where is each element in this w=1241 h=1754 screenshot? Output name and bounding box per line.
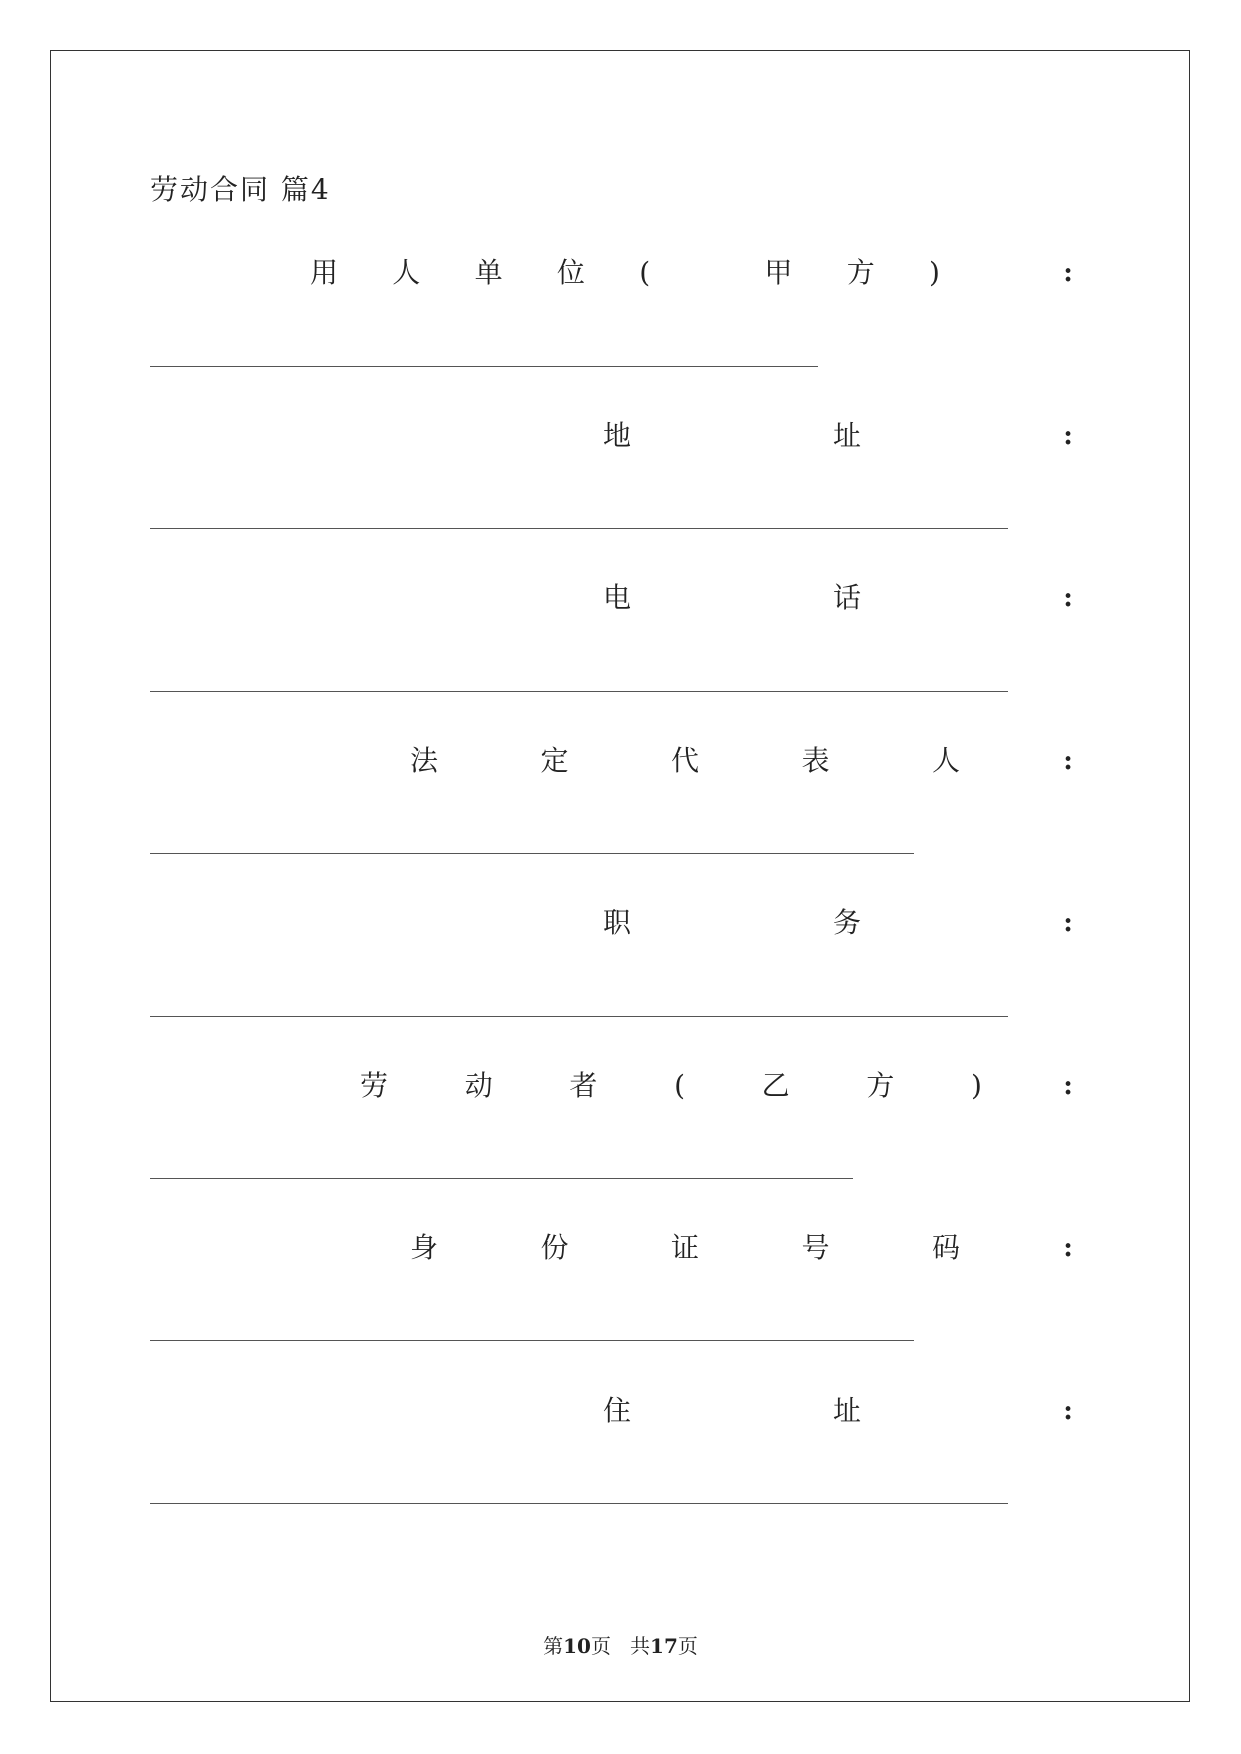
employer-label	[310, 253, 940, 293]
page-footer	[0, 1630, 1241, 1659]
label-char: 址	[832, 419, 861, 452]
footer-mid: 页 共	[590, 1634, 651, 1658]
employee-address-label	[603, 1391, 861, 1431]
field-colon: :	[1063, 258, 1073, 288]
label-char: 甲	[764, 256, 793, 289]
label-char: 人	[931, 744, 960, 777]
employer-phone-input-line[interactable]	[150, 691, 1008, 692]
label-char: 职	[603, 906, 632, 939]
label-char: 位	[556, 256, 585, 289]
legal-representative-label	[410, 741, 960, 781]
label-char: 话	[832, 581, 861, 614]
field-colon: :	[1063, 421, 1073, 451]
label-char: (	[674, 1069, 685, 1102]
label-char: 用	[310, 256, 339, 289]
current-page-number: 10	[563, 1634, 591, 1658]
field-colon: :	[1063, 908, 1073, 938]
label-char: 表	[801, 744, 830, 777]
position-label	[603, 903, 861, 943]
page-frame	[50, 50, 1190, 1702]
label-char: 码	[931, 1231, 960, 1264]
label-char: 方	[866, 1069, 895, 1102]
field-colon: :	[1063, 1071, 1073, 1101]
label-char: 代	[670, 744, 699, 777]
label-char: 定	[540, 744, 569, 777]
position-input-line[interactable]	[150, 1016, 1008, 1017]
label-char: 住	[603, 1394, 632, 1427]
label-char: )	[929, 256, 940, 289]
id-number-input-line[interactable]	[150, 1340, 914, 1341]
field-colon: :	[1063, 746, 1073, 776]
label-char: 电	[603, 581, 632, 614]
employee-address-input-line[interactable]	[150, 1503, 1008, 1504]
label-char: 址	[832, 1394, 861, 1427]
label-char: 地	[603, 419, 632, 452]
label-char: 动	[464, 1069, 493, 1102]
label-char: (	[639, 256, 651, 289]
id-number-label	[410, 1228, 960, 1268]
label-char: 证	[670, 1231, 699, 1264]
employer-input-line[interactable]	[150, 366, 818, 367]
label-char: 者	[569, 1069, 598, 1102]
label-char: 身	[410, 1231, 439, 1264]
label-char: 号	[801, 1231, 830, 1264]
document-title: 劳动合同 篇4	[150, 173, 331, 206]
footer-suffix: 页	[677, 1634, 698, 1658]
legal-representative-input-line[interactable]	[150, 853, 914, 854]
employer-address-input-line[interactable]	[150, 528, 1008, 529]
label-char: 务	[832, 906, 861, 939]
label-char: 人	[392, 256, 421, 289]
field-colon: :	[1063, 1233, 1073, 1263]
employer-phone-label	[603, 578, 861, 618]
label-char: 法	[410, 744, 439, 777]
label-char: 单	[474, 256, 503, 289]
employee-input-line[interactable]	[150, 1178, 853, 1179]
employer-address-label	[603, 416, 861, 456]
label-char: )	[971, 1069, 982, 1102]
label-char: 乙	[761, 1069, 790, 1102]
label-char: 劳	[360, 1069, 389, 1102]
label-char: 份	[540, 1231, 569, 1264]
label-char: 方	[846, 256, 875, 289]
total-pages-number: 17	[650, 1634, 678, 1658]
field-colon: :	[1063, 583, 1073, 613]
employee-label	[360, 1066, 982, 1106]
field-colon: :	[1063, 1396, 1073, 1426]
footer-prefix: 第	[543, 1634, 564, 1658]
